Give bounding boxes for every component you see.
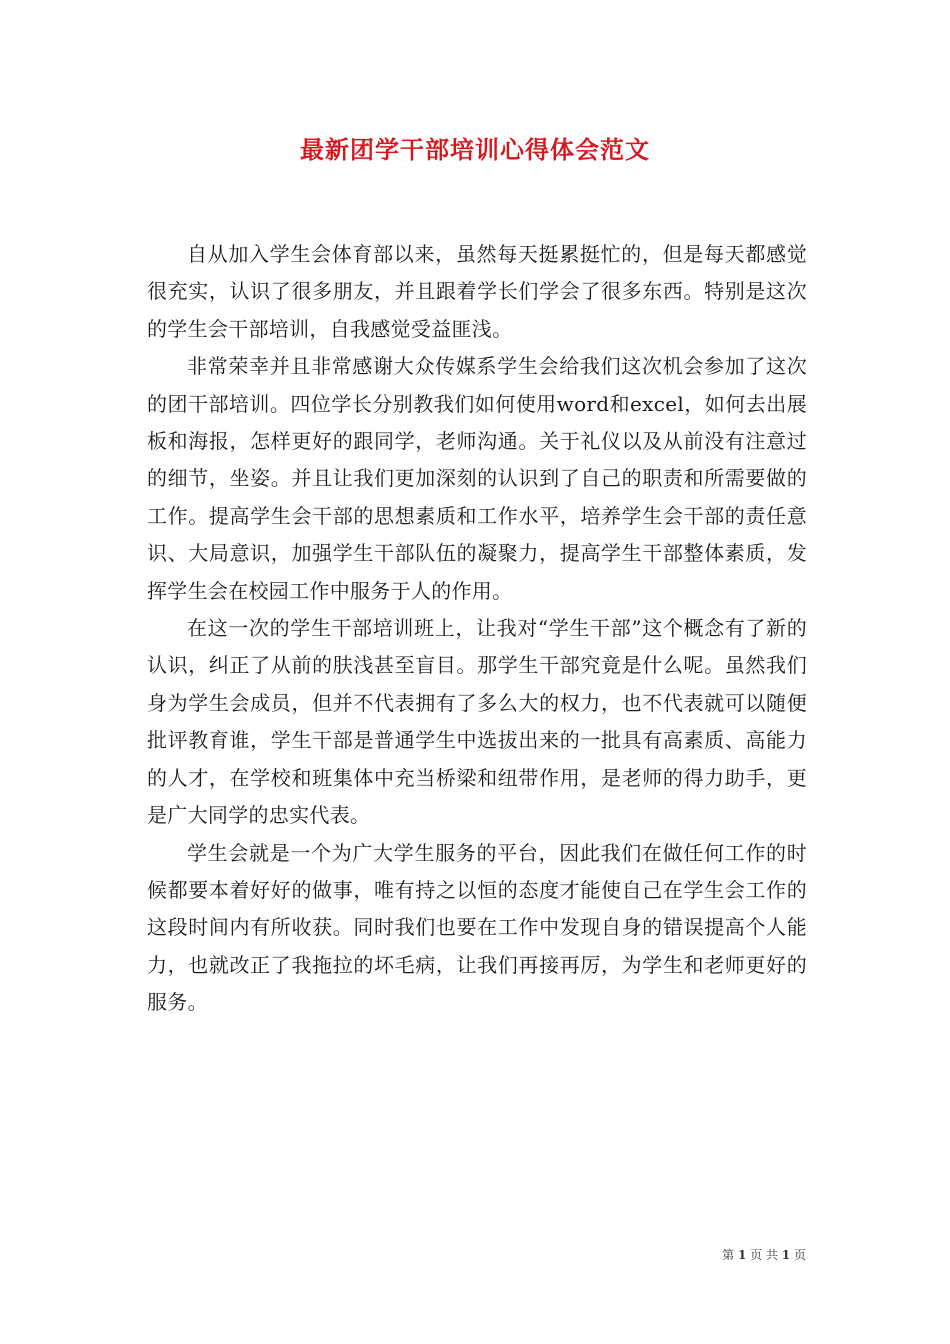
paragraph-1: 自从加入学生会体育部以来，虽然每天挺累挺忙的，但是每天都感觉很充实，认识了很多朋友，并且跟着学长们学会了很多东西。特别是这次的学生会干部培训，自我感觉受益匪浅。 bbox=[147, 242, 807, 341]
paragraph-3: 在这一次的学生干部培训班上，让我对“学生干部”这个概念有了新的认识，纠正了从前的肤浅甚至盲目。那学生干部究竟是什么呢。虽然我们身为学生会成员，但并不代表拥有了多么大的权力，也不代表就可以随便批评教育谁，学生干部是普通学生中选拔出来的一批具有高素质、高能力的人才，在学校和班集体中充当桥梁和纽带作用，是老师的得力助手，更是广大同学的忠实代表。 bbox=[147, 616, 807, 828]
footer-middle: 页 共 bbox=[750, 1248, 778, 1262]
paragraph-2: 非常荣幸并且非常感谢大众传媒系学生会给我们这次机会参加了这次的团干部培训。四位学长分别教我们如何使用word和excel，如何去出展板和海报，怎样更好的跟同学，老师沟通。关于礼仪以及从前没有注意过的细节，坐姿。并且让我们更加深刻的认识到了自己的职责和所需要做的工作。提高学生会干部的思想素质和工作水平，培养学生会干部的责任意识、大局意识，加强学生干部队伍的凝聚力，提高学生干部整体素质，发挥学生会在校园工作中服务于人的作用。 bbox=[147, 354, 807, 603]
page-number-footer bbox=[0, 1247, 806, 1263]
paragraph-4: 学生会就是一个为广大学生服务的平台，因此我们在做任何工作的时候都要本着好好的做事，唯有持之以恒的态度才能使自己在学生会工作的这段时间内有所收获。同时我们也要在工作中发现自身的错误提高个人能力，也就改正了我拖拉的坏毛病，让我们再接再厉，为学生和老师更好的服务。 bbox=[147, 840, 807, 1015]
footer-prefix: 第 bbox=[722, 1248, 735, 1262]
footer-current-page: 1 bbox=[737, 1248, 747, 1262]
footer-suffix: 页 bbox=[793, 1248, 806, 1262]
document-body bbox=[147, 236, 807, 1022]
footer-total-pages: 1 bbox=[781, 1248, 791, 1262]
document-title: 最新团学干部培训心得体会范文 bbox=[300, 135, 650, 164]
